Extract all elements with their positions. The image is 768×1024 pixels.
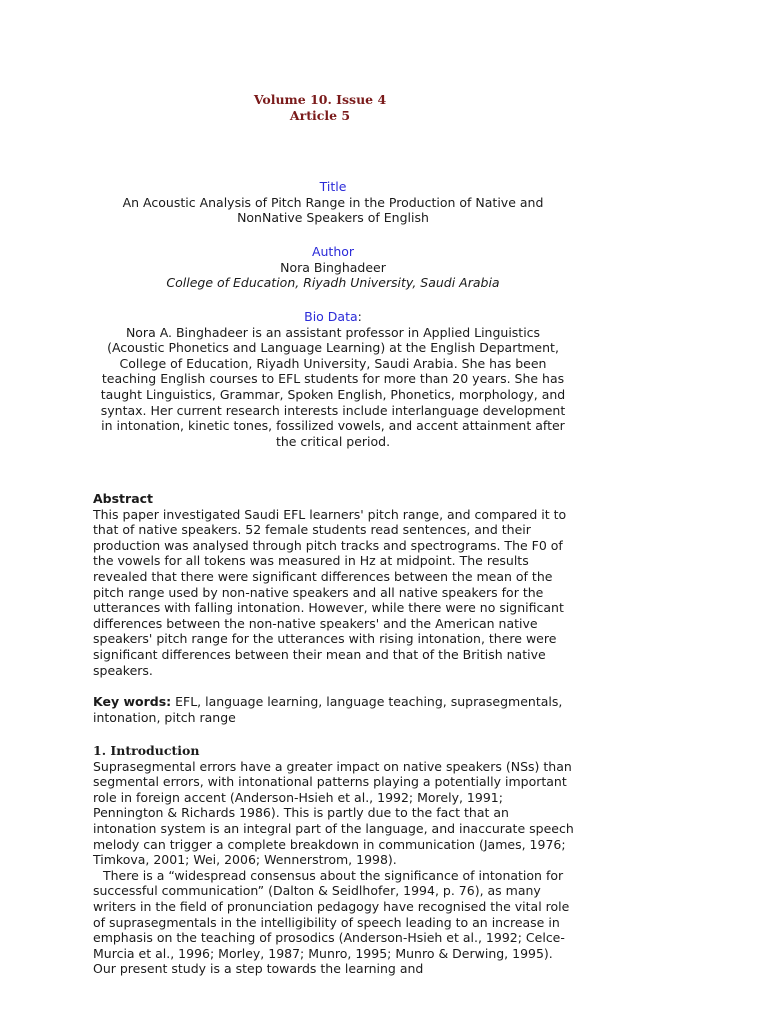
author-name: Nora Binghadeer bbox=[280, 259, 386, 275]
article-title: An Acoustic Analysis of Pitch Range in the Production of Native and NonNative Speakers of English bbox=[122, 194, 544, 226]
introduction-paragraph-2: There is a “widespread consensus about the significance of intonation for successful communication” (Dalton & Seidlhofer, 1994, p. 76), as many writers in the field of pronunciation pedagogy have recognised the vital role of suprasegmentals in the intelligibility of speech leading to an increase in emphasis on the teaching of prosodics (Anderson-Hsieh et al., 1992; Celce-Murcia et al., 1996; Morley, 1987; Munro, 1995; Munro & Derwing, 1995). Our present study is a step towards the learning and bbox=[93, 867, 570, 977]
bio-colon: : bbox=[357, 309, 362, 324]
issue-header bbox=[0, 92, 640, 124]
article-number: Article 5 bbox=[289, 108, 351, 123]
title-section bbox=[100, 179, 566, 226]
abstract-text: This paper investigated Saudi EFL learners' pitch range, and compared it to that of native speakers. 52 female students read sentences, and their production was analysed through pitch tracks and spectrograms. The F0 of the vowels for all tokens was measured in Hz at midpoint. The results revealed that there were significant differences between the mean of the pitch range used by non-native speakers and all native speakers for the utterances with falling intonation. However, while there were no significant differences between the non-native speakers' and the American native speakers' pitch range for the utterances with rising intonation, there were significant differences between their mean and that of the British native speakers. bbox=[93, 506, 567, 678]
author-section bbox=[100, 244, 566, 291]
title-label: Title bbox=[319, 179, 347, 194]
introduction-heading: 1. Introduction bbox=[93, 743, 200, 758]
author-label: Author bbox=[311, 244, 355, 259]
bio-text: Nora A. Binghadeer is an assistant professor in Applied Linguistics (Acoustic Phonetics and Language Learning) at the English Department, College of Education, Riyadh University, Saudi Arabia. She has been teaching English courses to EFL students for more than 20 years. She has taught Linguistics, Grammar, Spoken English, Phonetics, morphology, and syntax. Her current research interests include interlanguage development in intonation, kinetic tones, fossilized vowels, and accent attainment after the critical period. bbox=[100, 324, 566, 449]
author-affiliation: College of Education, Riyadh University, Saudi Arabia bbox=[166, 275, 500, 291]
keywords-section bbox=[93, 694, 575, 725]
introduction-section bbox=[93, 743, 575, 977]
abstract-section bbox=[93, 491, 575, 678]
introduction-paragraph-1: Suprasegmental errors have a greater impact on native speakers (NSs) than segmental errors, with intonational patterns playing a potentially important role in foreign accent (Anderson-Hsieh et al., 1992; Morely, 1991; Pennington & Richards 1986). This is partly due to the fact that an intonation system is an integral part of the language, and inaccurate speech melody can trigger a complete breakdown in communication (James, 1976; Timkova, 2001; Wei, 2006; Wennerstrom, 1998). bbox=[93, 758, 574, 868]
keywords-text: EFL, language learning, language teaching, suprasegmentals, intonation, pitch range bbox=[93, 694, 563, 725]
bio-heading bbox=[100, 309, 566, 325]
abstract-heading: Abstract bbox=[93, 491, 154, 506]
bio-section bbox=[100, 309, 566, 449]
volume-issue: Volume 10. Issue 4 bbox=[253, 92, 387, 107]
keywords-paragraph bbox=[93, 694, 575, 725]
keywords-label: Key words: bbox=[93, 694, 172, 709]
bio-label: Bio Data bbox=[304, 309, 358, 324]
